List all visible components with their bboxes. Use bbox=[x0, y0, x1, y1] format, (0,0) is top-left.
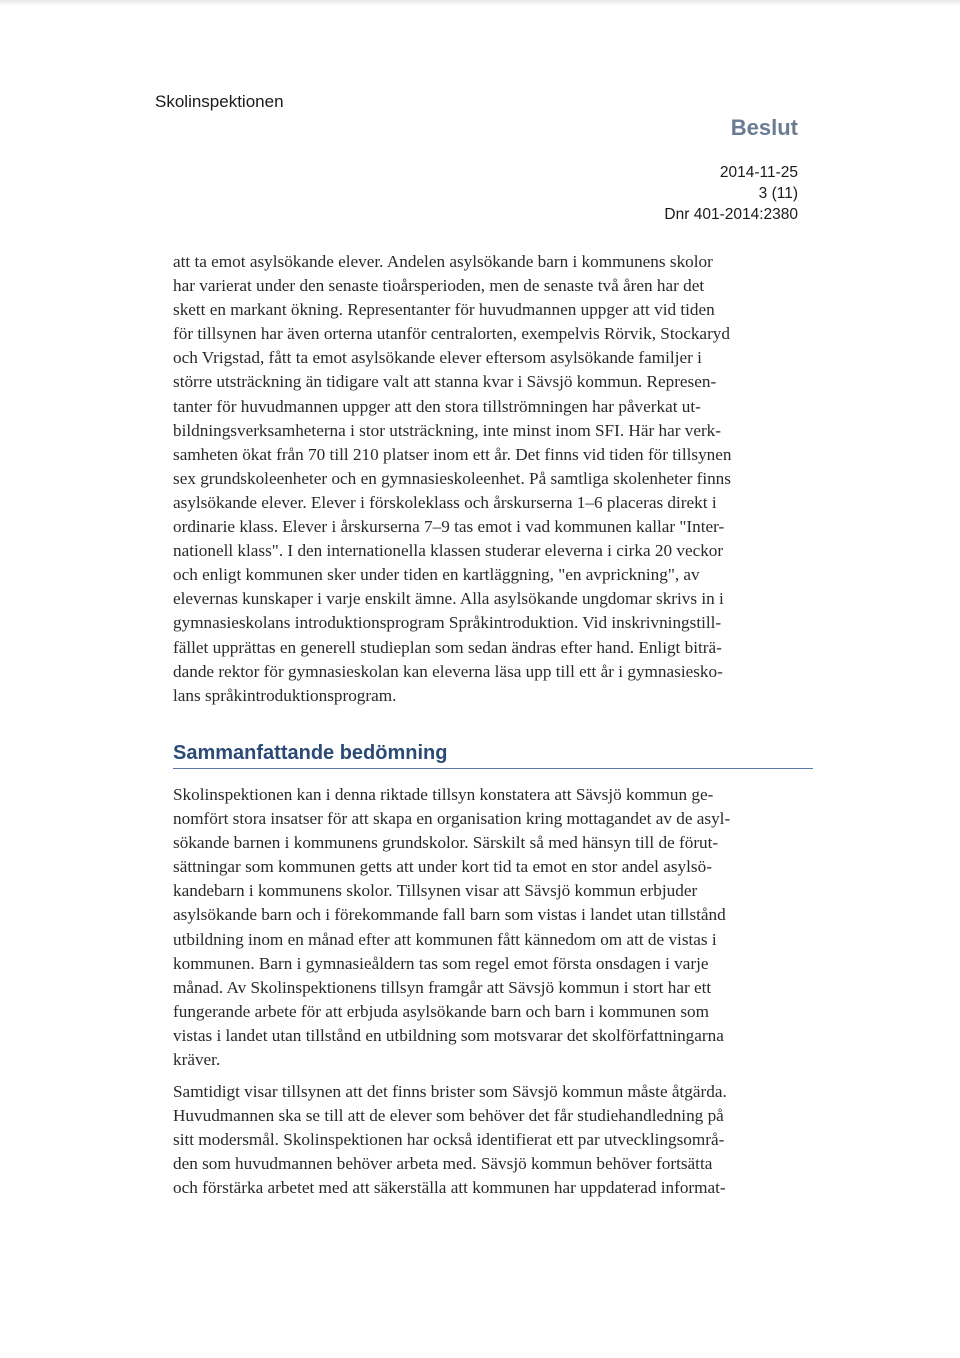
page-number: 3 (11) bbox=[758, 185, 798, 202]
text-line: tanter för huvudmannen uppger att den stora tillströmningen har påverkat ut- bbox=[173, 396, 701, 416]
document-type: Beslut bbox=[730, 115, 798, 140]
text-line: lans språkintroduktionsprogram. bbox=[173, 685, 397, 705]
text-line: för tillsynen har även orterna utanför centralorten, exempelvis Rörvik, Stockaryd bbox=[173, 324, 730, 344]
text-line: och enligt kommunen sker under tiden en kartläggning, "en avprickning", av bbox=[173, 565, 700, 585]
text-line: samheten ökat från 70 till 210 platser inom ett år. Det finns vid tiden för tillsynen bbox=[173, 444, 732, 464]
organization-name: Skolinspektionen bbox=[155, 92, 284, 111]
paragraph-context bbox=[173, 250, 813, 708]
text-line: månad. Av Skolinspektionens tillsyn framgår att Sävsjö kommun i stort har ett bbox=[173, 977, 712, 997]
scan-edge bbox=[0, 0, 960, 6]
text-line: asylsökande elever. Elever i förskoleklass och årskurserna 1–6 placeras direkt i bbox=[173, 492, 717, 512]
text-line: fället upprättas en generell studieplan som sedan ändras efter hand. Enligt biträ- bbox=[173, 637, 722, 657]
text-line: större utsträckning än tidigare valt att stanna kvar i Sävsjö kommun. Represen- bbox=[173, 372, 717, 392]
document-meta bbox=[664, 162, 798, 225]
text-line: har varierat under den senaste tioårsperioden, men de senaste två åren har det bbox=[173, 276, 705, 296]
text-line: Skolinspektionen kan i denna riktade tillsyn konstatera att Sävsjö kommun ge- bbox=[173, 785, 714, 804]
text-line: nomfört stora insatser för att skapa en organisation kring mottagandet av de asyl- bbox=[173, 809, 731, 829]
section-heading: Sammanfattande bedömning bbox=[173, 742, 813, 769]
text-line: gymnasieskolans introduktionsprogram Språkintroduktion. Vid inskrivningstill- bbox=[173, 613, 722, 633]
reference-number: Dnr 401-2014:2380 bbox=[664, 206, 798, 223]
text-line: vistas i landet utan tillstånd en utbildning som motsvarar det skolförfattningarna bbox=[173, 1025, 724, 1045]
text-line: utbildning inom en månad efter att kommunen fått kännedom om att de vistas i bbox=[173, 929, 717, 949]
text-line: kräver. bbox=[173, 1050, 221, 1070]
text-line: asylsökande barn och i förekommande fall barn som vistas i landet utan tillstånd bbox=[173, 905, 726, 925]
text-line: att ta emot asylsökande elever. Andelen asylsökande barn i kommunens skolor bbox=[173, 252, 713, 271]
text-line: sitt modersmål. Skolinspektionen har också identifierat ett par utvecklingsområ- bbox=[173, 1130, 725, 1150]
text-line: och förstärka arbetet med att säkerställa att kommunen har uppdaterad informat- bbox=[173, 1178, 726, 1198]
text-line: och Vrigstad, fått ta emot asylsökande elever eftersom asylsökande familjer i bbox=[173, 348, 702, 368]
paragraph-deficiencies bbox=[173, 1080, 813, 1200]
text-line: fungerande arbete för att erbjuda asylsökande barn och barn i kommunen som bbox=[173, 1001, 709, 1021]
text-line: Huvudmannen ska se till att de elever som behöver det får studiehandledning på bbox=[173, 1106, 724, 1126]
paragraph-summary bbox=[173, 783, 813, 1072]
text-line: sökande barnen i kommunens grundskolor. Särskilt så med hänsyn till de förut- bbox=[173, 833, 719, 853]
text-line: bildningsverksamheterna i stor utsträckning, inte minst inom SFI. Här har verk- bbox=[173, 420, 721, 440]
text-line: dande rektor för gymnasieskolan kan eleverna läsa upp till ett år i gymnasiesko- bbox=[173, 661, 723, 681]
document-date: 2014-11-25 bbox=[719, 164, 798, 181]
text-line: ordinarie klass. Elever i årskurserna 7–9 tas emot i vad kommunen kallar "Inter- bbox=[173, 517, 725, 537]
text-line: kandebarn i kommunens skolor. Tillsynen visar att Sävsjö kommun erbjuder bbox=[173, 881, 698, 901]
text-line: den som huvudmannen behöver arbeta med. Sävsjö kommun behöver fortsätta bbox=[173, 1154, 713, 1174]
text-line: skett en markant ökning. Representanter för huvudmannen uppger att vid tiden bbox=[173, 300, 715, 320]
text-line: elevernas kunskaper i varje enskilt ämne. Alla asylsökande ungdomar skrivs in i bbox=[173, 589, 724, 609]
text-line: kommunen. Barn i gymnasieåldern tas som regel emot första onsdagen i varje bbox=[173, 953, 709, 973]
text-line: sex grundskoleenheter och en gymnasieskoleenhet. På samtliga skolenheter finns bbox=[173, 468, 731, 488]
text-line: sättningar som kommunen getts att under kort tid ta emot en stor andel asylsö- bbox=[173, 857, 712, 877]
text-line: Samtidigt visar tillsynen att det finns brister som Sävsjö kommun måste åtgärda. bbox=[173, 1082, 727, 1101]
text-line: nationell klass". I den internationella klassen studerar eleverna i cirka 20 veckor bbox=[173, 541, 724, 561]
